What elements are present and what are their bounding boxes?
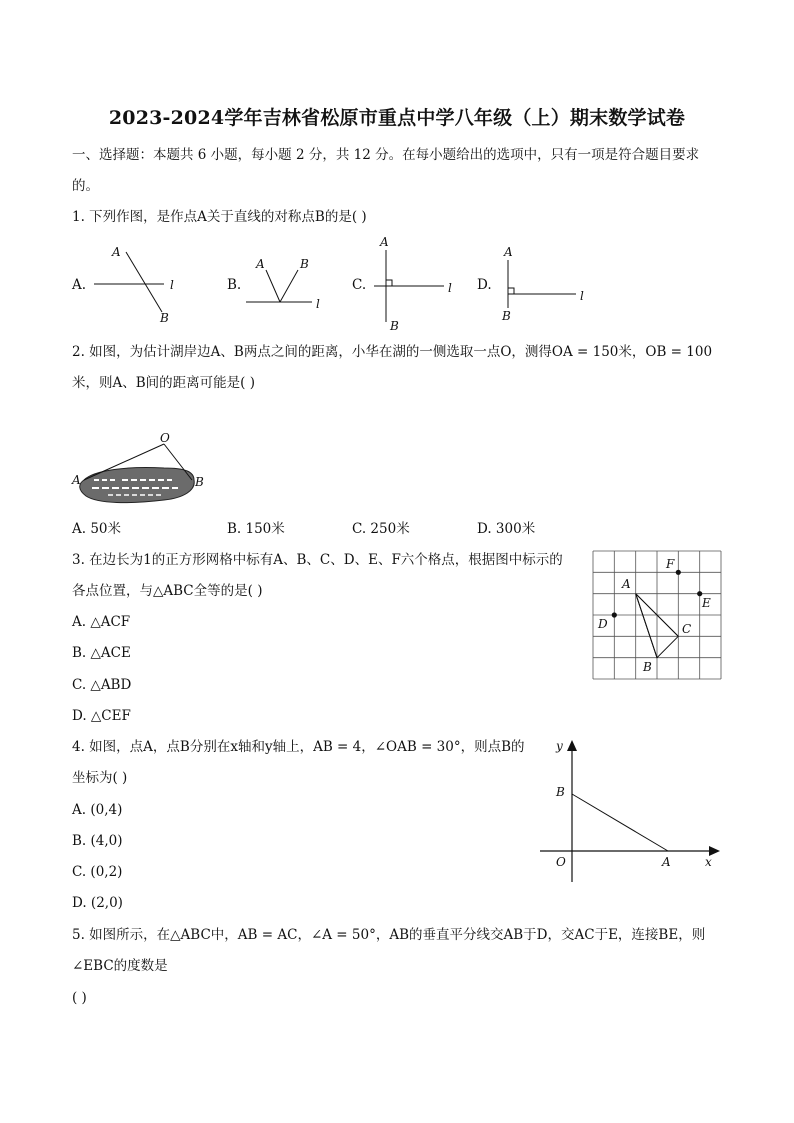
q4-option-c: C. (0,2) bbox=[72, 864, 123, 880]
label-a: A bbox=[72, 473, 81, 487]
segment-ab bbox=[572, 794, 668, 851]
q1-figure-d bbox=[496, 240, 596, 330]
q5-stem-line2: ∠EBC的度数是 bbox=[72, 958, 168, 974]
label-o: O bbox=[556, 855, 566, 869]
lake-shape bbox=[80, 468, 194, 503]
label-o: O bbox=[160, 431, 170, 445]
q5-stem-line3: ( ) bbox=[72, 990, 87, 1006]
y-axis-arrow bbox=[567, 740, 577, 751]
label-a: A bbox=[256, 257, 265, 271]
q2-stem-line2: 米，则A、B间的距离可能是( ) bbox=[72, 375, 255, 391]
label-b: B bbox=[643, 660, 652, 674]
label-l: l bbox=[170, 278, 174, 292]
q2-option-d: D. 300米 bbox=[477, 521, 536, 537]
label-b: B bbox=[502, 309, 511, 323]
segment-b bbox=[280, 270, 298, 302]
q3-option-b: B. △ACE bbox=[72, 645, 131, 661]
q1-option-a: A. bbox=[72, 277, 87, 293]
label-l: l bbox=[448, 281, 452, 295]
point-f bbox=[676, 570, 681, 575]
q4-stem-line2: 坐标为( ) bbox=[72, 770, 128, 786]
q5-stem-line1: 5. 如图所示，在△ABC中，AB = AC，∠A = 50°，AB的垂直平分线交AB于D，交AC于E，连接BE，则 bbox=[72, 927, 706, 943]
q4-stem-line1: 4. 如图，点A，点B分别在x轴和y轴上，AB = 4，∠OAB = 30°，则点B的 bbox=[72, 739, 525, 755]
q1-stem: 1. 下列作图，是作点A关于直线的对称点B的是( ) bbox=[72, 209, 367, 225]
label-d: D bbox=[598, 617, 608, 631]
label-b: B bbox=[556, 785, 565, 799]
q1-figure-a bbox=[86, 240, 196, 330]
label-y: y bbox=[556, 739, 563, 753]
q1-option-c: C. bbox=[352, 277, 367, 293]
label-f: F bbox=[666, 557, 675, 571]
q4-axes-figure bbox=[536, 736, 726, 886]
section-heading-line2: 的。 bbox=[72, 178, 99, 194]
q2-option-c: C. 250米 bbox=[352, 521, 410, 537]
label-a: A bbox=[112, 245, 121, 259]
label-a: A bbox=[380, 235, 389, 249]
q2-option-b: B. 150米 bbox=[227, 521, 285, 537]
q1-option-d: D. bbox=[477, 277, 492, 293]
label-a: A bbox=[622, 577, 631, 591]
q3-grid-figure bbox=[592, 550, 724, 682]
q4-option-a: A. (0,4) bbox=[72, 802, 123, 818]
section-heading-line1: 一、选择题：本题共 6 小题，每小题 2 分，共 12 分。在每小题给出的选项中，只有一项是符合题目要求 bbox=[72, 147, 700, 163]
segment-a bbox=[266, 270, 280, 302]
right-angle-mark bbox=[508, 288, 514, 294]
q3-option-d: D. △CEF bbox=[72, 708, 131, 724]
q2-lake-figure bbox=[68, 428, 218, 508]
q4-option-d: D. (2,0) bbox=[72, 895, 123, 911]
label-l: l bbox=[316, 297, 320, 311]
q3-stem-line2: 各点位置，与△ABC全等的是( ) bbox=[72, 583, 263, 599]
q2-option-a: A. 50米 bbox=[72, 521, 122, 537]
q3-option-a: A. △ACF bbox=[72, 614, 131, 630]
point-d bbox=[612, 612, 617, 617]
q3-stem-line1: 3. 在边长为1的正方形网格中标有A、B、C、D、E、F六个格点，根据图中标示的 bbox=[72, 552, 563, 568]
label-b: B bbox=[390, 319, 399, 333]
label-b: B bbox=[160, 311, 169, 325]
label-x: x bbox=[705, 855, 712, 869]
label-c: C bbox=[682, 622, 692, 636]
q2-stem-line1: 2. 如图，为估计湖岸边A、B两点之间的距离，小华在湖的一侧选取一点O，测得OA = 150米，OB = 100 bbox=[72, 344, 713, 360]
q1-figure-c bbox=[370, 234, 470, 334]
q3-option-c: C. △ABD bbox=[72, 677, 132, 693]
q1-option-b: B. bbox=[227, 277, 242, 293]
right-angle-mark bbox=[386, 280, 392, 286]
label-a: A bbox=[504, 245, 513, 259]
label-l: l bbox=[580, 289, 584, 303]
q4-option-b: B. (4,0) bbox=[72, 833, 123, 849]
q1-figure-b bbox=[240, 250, 340, 320]
label-a: A bbox=[662, 855, 671, 869]
label-b: B bbox=[300, 257, 309, 271]
label-b: B bbox=[195, 475, 204, 489]
label-e: E bbox=[702, 596, 711, 610]
segment-ab bbox=[126, 252, 162, 312]
page-title: 2023-2024学年吉林省松原市重点中学八年级（上）期末数学试卷 bbox=[108, 107, 686, 129]
